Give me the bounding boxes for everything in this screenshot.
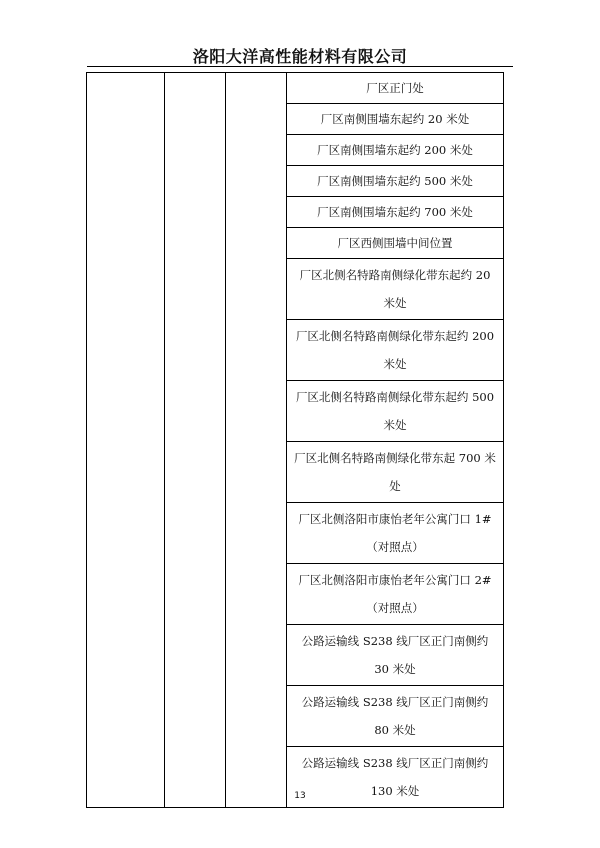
location-cell: 厂区南侧围墙东起约 700 米处 [287, 197, 504, 228]
location-cell: 厂区北侧名特路南侧绿化带东起约 500 米处 [287, 381, 504, 442]
location-cell: 公路运输线 S238 线厂区正门南侧约 30 米处 [287, 625, 504, 686]
page-title: 洛阳大洋高性能材料有限公司 [192, 47, 408, 66]
location-cell: 厂区北侧洛阳市康怡老年公寓门口 1#（对照点） [287, 503, 504, 564]
location-cell: 厂区南侧围墙东起约 200 米处 [287, 135, 504, 166]
table-row [87, 73, 504, 104]
location-cell: 厂区北侧名特路南侧绿化带东起 700 米处 [287, 442, 504, 503]
monitoring-points-table [86, 72, 504, 808]
location-cell: 公路运输线 S238 线厂区正门南侧约 80 米处 [287, 686, 504, 747]
table-cell-col1-merged [87, 73, 165, 808]
location-cell: 厂区北侧洛阳市康怡老年公寓门口 2#（对照点） [287, 564, 504, 625]
table-cell-col3-merged [226, 73, 287, 808]
location-cell: 厂区正门处 [287, 73, 504, 104]
location-cell: 厂区南侧围墙东起约 500 米处 [287, 166, 504, 197]
location-cell: 厂区南侧围墙东起约 20 米处 [287, 104, 504, 135]
table-cell-col2-merged [165, 73, 226, 808]
header-divider [87, 66, 513, 67]
page-number: 13 [294, 791, 306, 801]
location-cell: 公路运输线 S238 线厂区正门南侧约 130 米处 [287, 747, 504, 808]
location-cell: 厂区北侧名特路南侧绿化带东起约 200 米处 [287, 320, 504, 381]
location-cell: 厂区北侧名特路南侧绿化带东起约 20 米处 [287, 259, 504, 320]
location-cell: 厂区西侧围墙中间位置 [287, 228, 504, 259]
